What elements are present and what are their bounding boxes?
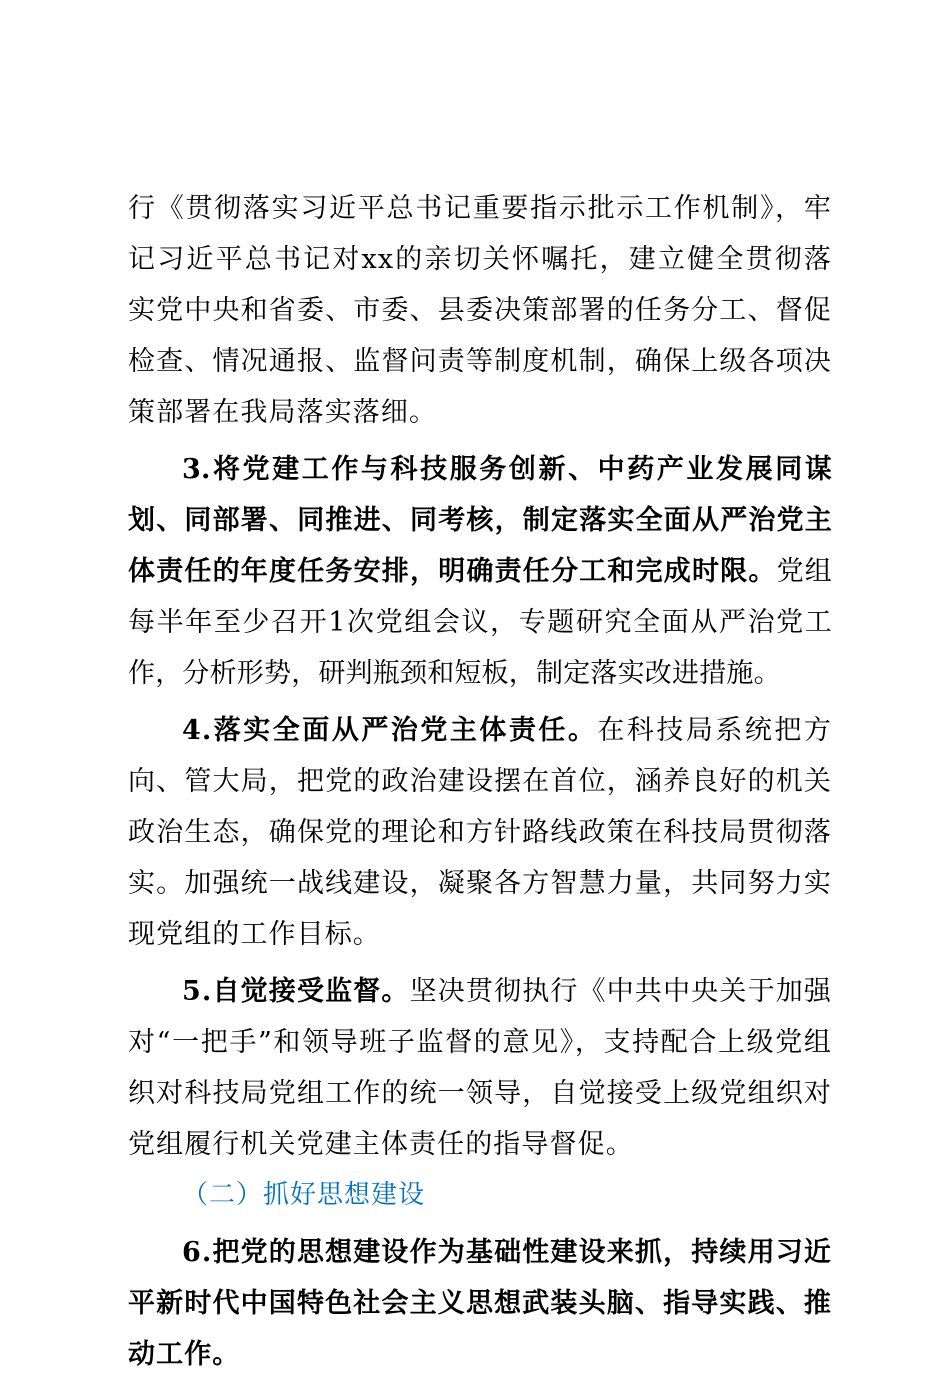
- item-6: [128, 1227, 832, 1380]
- paragraph-continuation: [128, 183, 832, 438]
- item-5-text: 坚决贯彻执行《中共中央关于加强对“一把手”和领导班子监督的意见》，支持配合上级党组织对科技局党组工作的统一领导，自觉接受上级党组织对党组履行机关党建主体责任的指导督促。: [128, 976, 833, 1160]
- document-page: [128, 183, 832, 1380]
- section-heading-2: [128, 1170, 832, 1221]
- item-3-title: 3.将党建工作与科技服务创新、中药产业发展同谋划、同部署、同推进、同考核，制定落实全面从严治党主体责任的年度任务安排，明确责任分工和完成时限。: [128, 454, 832, 587]
- item-5-title: 5.自觉接受监督。: [182, 976, 410, 1007]
- paragraph-text: 行《贯彻落实习近平总书记重要指示批示工作机制》，牢记习近平总书记对xx的亲切关怀嘱托，建立健全贯彻落实党中央和省委、市委、县委决策部署的任务分工、督促检查、情况通报、监督问责等制度机制，确保上级各项决策部署在我局落实落细。: [128, 193, 832, 428]
- item-4-text: 在科技局系统把方向、管大局，把党的政治建设摆在首位，涵养良好的机关政治生态，确保党的理论和方针路线政策在科技局贯彻落实。加强统一战线建设，凝聚各方智慧力量，共同努力实现党组的工作目标。: [128, 715, 832, 950]
- item-6-title: 6.把党的思想建设作为基础性建设来抓，持续用习近平新时代中国特色社会主义思想武装头脑、指导实践、推动工作。: [128, 1237, 832, 1370]
- item-5: [128, 966, 832, 1170]
- item-3: [128, 444, 832, 699]
- item-4: [128, 705, 832, 960]
- section-heading-2-text: （二）抓好思想建设: [182, 1180, 426, 1210]
- item-3-text: 党组每半年至少召开1次党组会议，专题研究全面从严治党工作，分析形势，研判瓶颈和短板，制定落实改进措施。: [128, 556, 832, 689]
- item-4-title: 4.落实全面从严治党主体责任。: [182, 715, 598, 746]
